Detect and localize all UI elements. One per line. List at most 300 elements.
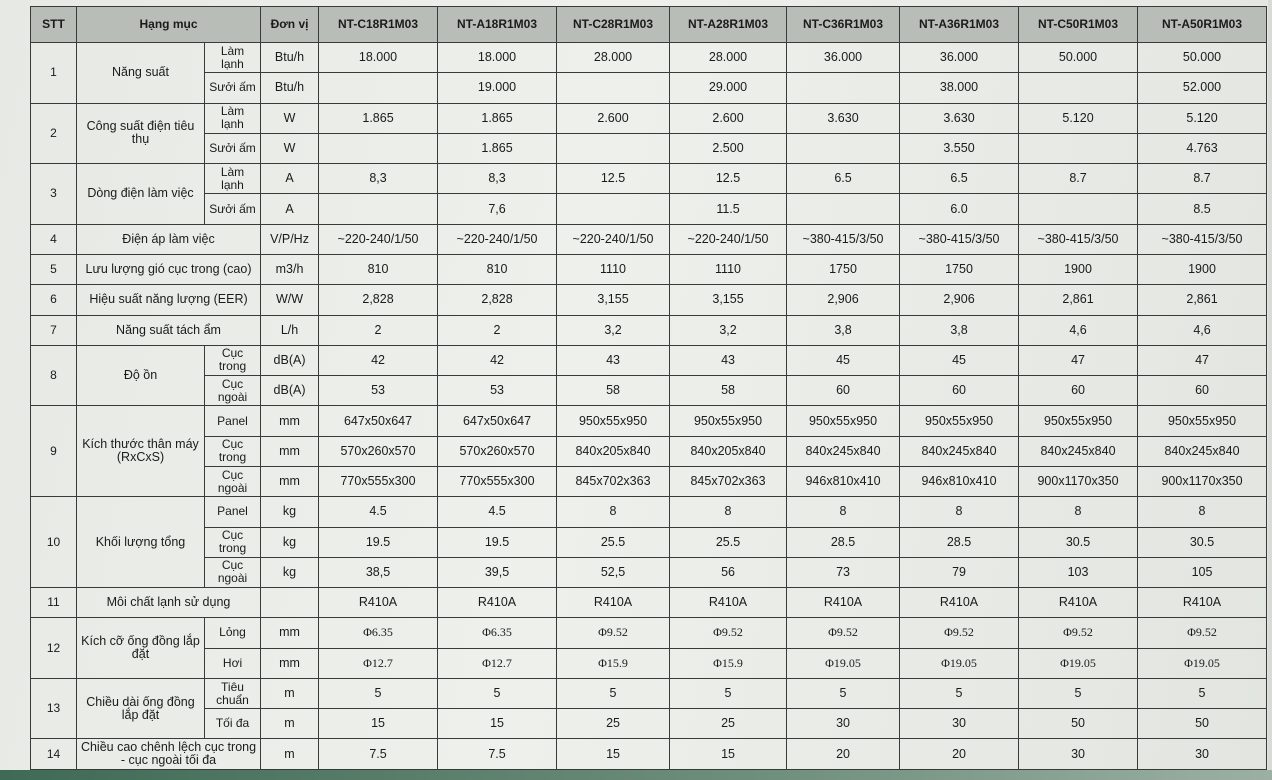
- row-unit: m: [261, 678, 319, 708]
- row-sub-label: Cục ngoài: [205, 557, 261, 587]
- value-cell: 2.500: [670, 133, 787, 163]
- value-cell: 47: [1138, 345, 1267, 375]
- value-cell: 50: [1019, 709, 1138, 739]
- table-row: [31, 43, 1267, 73]
- spec-table: [30, 6, 1267, 770]
- value-cell: 45: [787, 345, 900, 375]
- value-cell: 1900: [1138, 254, 1267, 284]
- value-cell: 52.000: [1138, 73, 1267, 103]
- value-cell: 2,906: [900, 285, 1019, 315]
- value-cell: 946x810x410: [787, 466, 900, 496]
- value-cell: 840x205x840: [670, 436, 787, 466]
- row-sub-label: Hơi: [205, 648, 261, 678]
- value-cell: R410A: [900, 588, 1019, 618]
- table-row: [31, 618, 1267, 648]
- header-stt: STT: [31, 7, 77, 43]
- value-cell: 840x205x840: [557, 436, 670, 466]
- value-cell: 28.5: [900, 527, 1019, 557]
- row-stt: 9: [31, 406, 77, 497]
- row-unit: [261, 588, 319, 618]
- row-item: Kích cỡ ống đồng lắp đặt: [77, 618, 205, 679]
- table-row: [31, 285, 1267, 315]
- table-row: [31, 527, 1267, 557]
- table-row: [31, 376, 1267, 406]
- value-cell: R410A: [438, 588, 557, 618]
- value-cell: 1750: [900, 254, 1019, 284]
- value-cell: 36.000: [787, 43, 900, 73]
- value-cell: R410A: [557, 588, 670, 618]
- value-cell: Φ19.05: [787, 648, 900, 678]
- header-model: NT-C50R1M03: [1019, 7, 1138, 43]
- value-cell: 60: [1138, 376, 1267, 406]
- header-model: NT-C18R1M03: [319, 7, 438, 43]
- value-cell: 30: [787, 709, 900, 739]
- value-cell: 5: [557, 678, 670, 708]
- row-item: Khối lượng tổng: [77, 497, 205, 588]
- value-cell: 1110: [670, 254, 787, 284]
- value-cell: 60: [787, 376, 900, 406]
- header-model: NT-A28R1M03: [670, 7, 787, 43]
- row-sub-label: Cục ngoài: [205, 466, 261, 496]
- value-cell: [1019, 73, 1138, 103]
- table-row: [31, 739, 1267, 770]
- value-cell: 2: [319, 315, 438, 345]
- value-cell: ~220-240/1/50: [319, 224, 438, 254]
- value-cell: 840x245x840: [1019, 436, 1138, 466]
- value-cell: 42: [438, 345, 557, 375]
- value-cell: 5: [787, 678, 900, 708]
- row-stt: 13: [31, 678, 77, 739]
- value-cell: 570x260x570: [438, 436, 557, 466]
- value-cell: 8.7: [1019, 164, 1138, 194]
- value-cell: 15: [438, 709, 557, 739]
- row-item: Lưu lượng gió cục trong (cao): [77, 254, 261, 284]
- value-cell: 28.000: [670, 43, 787, 73]
- value-cell: 38.000: [900, 73, 1019, 103]
- header-unit: Đơn vị: [261, 7, 319, 43]
- table-row: [31, 315, 1267, 345]
- row-sub-label: Sưởi ấm: [205, 194, 261, 224]
- value-cell: 30.5: [1138, 527, 1267, 557]
- row-unit: mm: [261, 648, 319, 678]
- row-sub-label: Cục trong: [205, 345, 261, 375]
- value-cell: 845x702x363: [670, 466, 787, 496]
- row-item: Độ ồn: [77, 345, 205, 406]
- value-cell: ~380-415/3/50: [1138, 224, 1267, 254]
- value-cell: 3.550: [900, 133, 1019, 163]
- value-cell: 25: [670, 709, 787, 739]
- row-item: Kích thước thân máy (RxCxS): [77, 406, 205, 497]
- row-item: Công suất điện tiêu thụ: [77, 103, 205, 164]
- value-cell: Φ12.7: [319, 648, 438, 678]
- value-cell: Φ15.9: [670, 648, 787, 678]
- value-cell: ~220-240/1/50: [438, 224, 557, 254]
- value-cell: 7.5: [319, 739, 438, 770]
- value-cell: 1.865: [438, 103, 557, 133]
- row-stt: 7: [31, 315, 77, 345]
- value-cell: 2.600: [670, 103, 787, 133]
- value-cell: 36.000: [900, 43, 1019, 73]
- value-cell: 950x55x950: [1019, 406, 1138, 436]
- row-unit: m: [261, 739, 319, 770]
- row-stt: 11: [31, 588, 77, 618]
- row-stt: 4: [31, 224, 77, 254]
- row-item: Hiệu suất năng lượng (EER): [77, 285, 261, 315]
- table-row: [31, 466, 1267, 496]
- value-cell: 18.000: [438, 43, 557, 73]
- value-cell: R410A: [670, 588, 787, 618]
- value-cell: 47: [1019, 345, 1138, 375]
- row-item: Năng suất tách ẩm: [77, 315, 261, 345]
- row-sub-label: Tối đa: [205, 709, 261, 739]
- table-row: [31, 73, 1267, 103]
- value-cell: [557, 194, 670, 224]
- value-cell: 950x55x950: [900, 406, 1019, 436]
- value-cell: 8,3: [438, 164, 557, 194]
- value-cell: 845x702x363: [557, 466, 670, 496]
- value-cell: 30: [1138, 739, 1267, 770]
- value-cell: ~220-240/1/50: [557, 224, 670, 254]
- value-cell: 4,6: [1019, 315, 1138, 345]
- value-cell: 38,5: [319, 557, 438, 587]
- row-stt: 12: [31, 618, 77, 679]
- value-cell: 19.5: [438, 527, 557, 557]
- value-cell: 5: [1019, 678, 1138, 708]
- value-cell: 3,2: [670, 315, 787, 345]
- value-cell: Φ9.52: [1138, 618, 1267, 648]
- table-row: [31, 224, 1267, 254]
- value-cell: 1.865: [438, 133, 557, 163]
- value-cell: 2,906: [787, 285, 900, 315]
- value-cell: 15: [319, 709, 438, 739]
- value-cell: 5: [319, 678, 438, 708]
- value-cell: 3,155: [670, 285, 787, 315]
- value-cell: 8: [787, 497, 900, 527]
- table-row: [31, 557, 1267, 587]
- value-cell: 42: [319, 345, 438, 375]
- value-cell: 7,6: [438, 194, 557, 224]
- row-sub-label: Làm lạnh: [205, 43, 261, 73]
- value-cell: Φ9.52: [900, 618, 1019, 648]
- value-cell: 12.5: [557, 164, 670, 194]
- table-row: [31, 648, 1267, 678]
- value-cell: 950x55x950: [787, 406, 900, 436]
- value-cell: Φ19.05: [1138, 648, 1267, 678]
- value-cell: 60: [900, 376, 1019, 406]
- value-cell: 58: [557, 376, 670, 406]
- header-model: NT-A50R1M03: [1138, 7, 1267, 43]
- header-model: NT-C36R1M03: [787, 7, 900, 43]
- value-cell: 5: [1138, 678, 1267, 708]
- value-cell: [319, 73, 438, 103]
- value-cell: Φ19.05: [1019, 648, 1138, 678]
- row-stt: 8: [31, 345, 77, 406]
- value-cell: [787, 133, 900, 163]
- value-cell: 950x55x950: [557, 406, 670, 436]
- value-cell: 1.865: [319, 103, 438, 133]
- value-cell: 2,861: [1019, 285, 1138, 315]
- header-model: NT-C28R1M03: [557, 7, 670, 43]
- value-cell: Φ9.52: [670, 618, 787, 648]
- row-sub-label: Tiêu chuẩn: [205, 678, 261, 708]
- row-sub-label: Cục ngoài: [205, 376, 261, 406]
- value-cell: 4.763: [1138, 133, 1267, 163]
- table-row: [31, 588, 1267, 618]
- value-cell: [319, 194, 438, 224]
- value-cell: [557, 73, 670, 103]
- row-unit: mm: [261, 466, 319, 496]
- header-model: NT-A18R1M03: [438, 7, 557, 43]
- value-cell: 25: [557, 709, 670, 739]
- value-cell: 79: [900, 557, 1019, 587]
- row-item: Môi chất lạnh sử dụng: [77, 588, 261, 618]
- value-cell: 1750: [787, 254, 900, 284]
- value-cell: 50.000: [1138, 43, 1267, 73]
- value-cell: 4.5: [319, 497, 438, 527]
- value-cell: [319, 133, 438, 163]
- table-row: [31, 436, 1267, 466]
- row-sub-label: Panel: [205, 406, 261, 436]
- value-cell: 770x555x300: [319, 466, 438, 496]
- row-sub-label: Sưởi ấm: [205, 133, 261, 163]
- row-stt: 3: [31, 164, 77, 225]
- row-item: Dòng điện làm việc: [77, 164, 205, 225]
- table-row: [31, 345, 1267, 375]
- value-cell: 30: [900, 709, 1019, 739]
- value-cell: 950x55x950: [670, 406, 787, 436]
- value-cell: 8.7: [1138, 164, 1267, 194]
- value-cell: 3,8: [787, 315, 900, 345]
- value-cell: 3,2: [557, 315, 670, 345]
- value-cell: 770x555x300: [438, 466, 557, 496]
- value-cell: 810: [438, 254, 557, 284]
- row-stt: 10: [31, 497, 77, 588]
- table-row: [31, 103, 1267, 133]
- value-cell: 6.5: [787, 164, 900, 194]
- value-cell: 50: [1138, 709, 1267, 739]
- value-cell: 12.5: [670, 164, 787, 194]
- value-cell: R410A: [319, 588, 438, 618]
- value-cell: 8: [900, 497, 1019, 527]
- value-cell: 58: [670, 376, 787, 406]
- value-cell: 29.000: [670, 73, 787, 103]
- row-stt: 5: [31, 254, 77, 284]
- value-cell: [1019, 194, 1138, 224]
- row-unit: mm: [261, 618, 319, 648]
- value-cell: Φ19.05: [900, 648, 1019, 678]
- row-sub-label: Panel: [205, 497, 261, 527]
- table-row: [31, 194, 1267, 224]
- value-cell: 18.000: [319, 43, 438, 73]
- row-stt: 6: [31, 285, 77, 315]
- value-cell: [787, 194, 900, 224]
- value-cell: 8,3: [319, 164, 438, 194]
- value-cell: 11.5: [670, 194, 787, 224]
- value-cell: 43: [670, 345, 787, 375]
- row-unit: kg: [261, 527, 319, 557]
- value-cell: 60: [1019, 376, 1138, 406]
- value-cell: 28.000: [557, 43, 670, 73]
- value-cell: 5: [900, 678, 1019, 708]
- value-cell: ~380-415/3/50: [787, 224, 900, 254]
- value-cell: Φ15.9: [557, 648, 670, 678]
- row-unit: W/W: [261, 285, 319, 315]
- value-cell: 8: [557, 497, 670, 527]
- value-cell: 3.630: [900, 103, 1019, 133]
- value-cell: Φ6.35: [319, 618, 438, 648]
- value-cell: 20: [787, 739, 900, 770]
- value-cell: 30.5: [1019, 527, 1138, 557]
- value-cell: 19.000: [438, 73, 557, 103]
- value-cell: 6.5: [900, 164, 1019, 194]
- table-row: [31, 709, 1267, 739]
- spec-table-body: [31, 43, 1267, 770]
- value-cell: 4,6: [1138, 315, 1267, 345]
- row-unit: Btu/h: [261, 43, 319, 73]
- value-cell: Φ9.52: [1019, 618, 1138, 648]
- value-cell: 840x245x840: [787, 436, 900, 466]
- value-cell: R410A: [1019, 588, 1138, 618]
- value-cell: 2,828: [319, 285, 438, 315]
- value-cell: 53: [438, 376, 557, 406]
- row-unit: mm: [261, 436, 319, 466]
- row-unit: W: [261, 103, 319, 133]
- value-cell: 15: [557, 739, 670, 770]
- value-cell: 43: [557, 345, 670, 375]
- table-row: [31, 406, 1267, 436]
- value-cell: [1019, 133, 1138, 163]
- value-cell: 15: [670, 739, 787, 770]
- row-item: Chiều dài ống đồng lắp đặt: [77, 678, 205, 739]
- table-row: [31, 497, 1267, 527]
- value-cell: ~380-415/3/50: [900, 224, 1019, 254]
- value-cell: 28.5: [787, 527, 900, 557]
- row-unit: A: [261, 164, 319, 194]
- value-cell: 8: [1138, 497, 1267, 527]
- row-unit: m: [261, 709, 319, 739]
- table-row: [31, 254, 1267, 284]
- value-cell: 1900: [1019, 254, 1138, 284]
- row-stt: 1: [31, 43, 77, 104]
- value-cell: 900x1170x350: [1138, 466, 1267, 496]
- value-cell: 53: [319, 376, 438, 406]
- row-unit: kg: [261, 557, 319, 587]
- value-cell: 5: [670, 678, 787, 708]
- row-unit: dB(A): [261, 376, 319, 406]
- value-cell: R410A: [1138, 588, 1267, 618]
- row-unit: Btu/h: [261, 73, 319, 103]
- value-cell: 2.600: [557, 103, 670, 133]
- value-cell: 30: [1019, 739, 1138, 770]
- value-cell: 1110: [557, 254, 670, 284]
- value-cell: 8: [670, 497, 787, 527]
- row-unit: dB(A): [261, 345, 319, 375]
- value-cell: 5.120: [1138, 103, 1267, 133]
- header-row: [31, 7, 1267, 43]
- value-cell: 4.5: [438, 497, 557, 527]
- row-sub-label: Làm lạnh: [205, 103, 261, 133]
- value-cell: Φ9.52: [557, 618, 670, 648]
- value-cell: 5.120: [1019, 103, 1138, 133]
- value-cell: 647x50x647: [438, 406, 557, 436]
- value-cell: 5: [438, 678, 557, 708]
- table-row: [31, 133, 1267, 163]
- value-cell: 103: [1019, 557, 1138, 587]
- header-item: Hạng mục: [77, 7, 261, 43]
- row-sub-label: Sưởi ấm: [205, 73, 261, 103]
- value-cell: 8: [1019, 497, 1138, 527]
- row-stt: 14: [31, 739, 77, 770]
- value-cell: 840x245x840: [1138, 436, 1267, 466]
- value-cell: ~220-240/1/50: [670, 224, 787, 254]
- value-cell: 50.000: [1019, 43, 1138, 73]
- row-unit: kg: [261, 497, 319, 527]
- value-cell: Φ6.35: [438, 618, 557, 648]
- value-cell: 25.5: [670, 527, 787, 557]
- value-cell: [787, 73, 900, 103]
- row-unit: W: [261, 133, 319, 163]
- value-cell: 647x50x647: [319, 406, 438, 436]
- value-cell: Φ9.52: [787, 618, 900, 648]
- value-cell: 6.0: [900, 194, 1019, 224]
- row-stt: 2: [31, 103, 77, 164]
- value-cell: 45: [900, 345, 1019, 375]
- value-cell: 105: [1138, 557, 1267, 587]
- value-cell: 19.5: [319, 527, 438, 557]
- value-cell: 900x1170x350: [1019, 466, 1138, 496]
- value-cell: 3,8: [900, 315, 1019, 345]
- row-unit: m3/h: [261, 254, 319, 284]
- value-cell: ~380-415/3/50: [1019, 224, 1138, 254]
- value-cell: 2,861: [1138, 285, 1267, 315]
- value-cell: 950x55x950: [1138, 406, 1267, 436]
- row-sub-label: Lỏng: [205, 618, 261, 648]
- row-item: Chiều cao chênh lệch cục trong - cục ngoài tối đa: [77, 739, 261, 770]
- value-cell: 39,5: [438, 557, 557, 587]
- value-cell: 56: [670, 557, 787, 587]
- row-item: Năng suất: [77, 43, 205, 104]
- value-cell: 570x260x570: [319, 436, 438, 466]
- row-unit: V/P/Hz: [261, 224, 319, 254]
- value-cell: 7.5: [438, 739, 557, 770]
- row-unit: mm: [261, 406, 319, 436]
- header-model: NT-A36R1M03: [900, 7, 1019, 43]
- value-cell: 810: [319, 254, 438, 284]
- table-row: [31, 164, 1267, 194]
- row-unit: L/h: [261, 315, 319, 345]
- value-cell: 25.5: [557, 527, 670, 557]
- row-sub-label: Cục trong: [205, 527, 261, 557]
- value-cell: 52,5: [557, 557, 670, 587]
- value-cell: 20: [900, 739, 1019, 770]
- value-cell: 73: [787, 557, 900, 587]
- row-sub-label: Làm lạnh: [205, 164, 261, 194]
- value-cell: 8.5: [1138, 194, 1267, 224]
- row-sub-label: Cục trong: [205, 436, 261, 466]
- value-cell: Φ12.7: [438, 648, 557, 678]
- value-cell: 2: [438, 315, 557, 345]
- value-cell: 840x245x840: [900, 436, 1019, 466]
- value-cell: 2,828: [438, 285, 557, 315]
- value-cell: 946x810x410: [900, 466, 1019, 496]
- row-unit: A: [261, 194, 319, 224]
- value-cell: R410A: [787, 588, 900, 618]
- value-cell: 3,155: [557, 285, 670, 315]
- table-row: [31, 678, 1267, 708]
- value-cell: [557, 133, 670, 163]
- row-item: Điện áp làm việc: [77, 224, 261, 254]
- value-cell: 3.630: [787, 103, 900, 133]
